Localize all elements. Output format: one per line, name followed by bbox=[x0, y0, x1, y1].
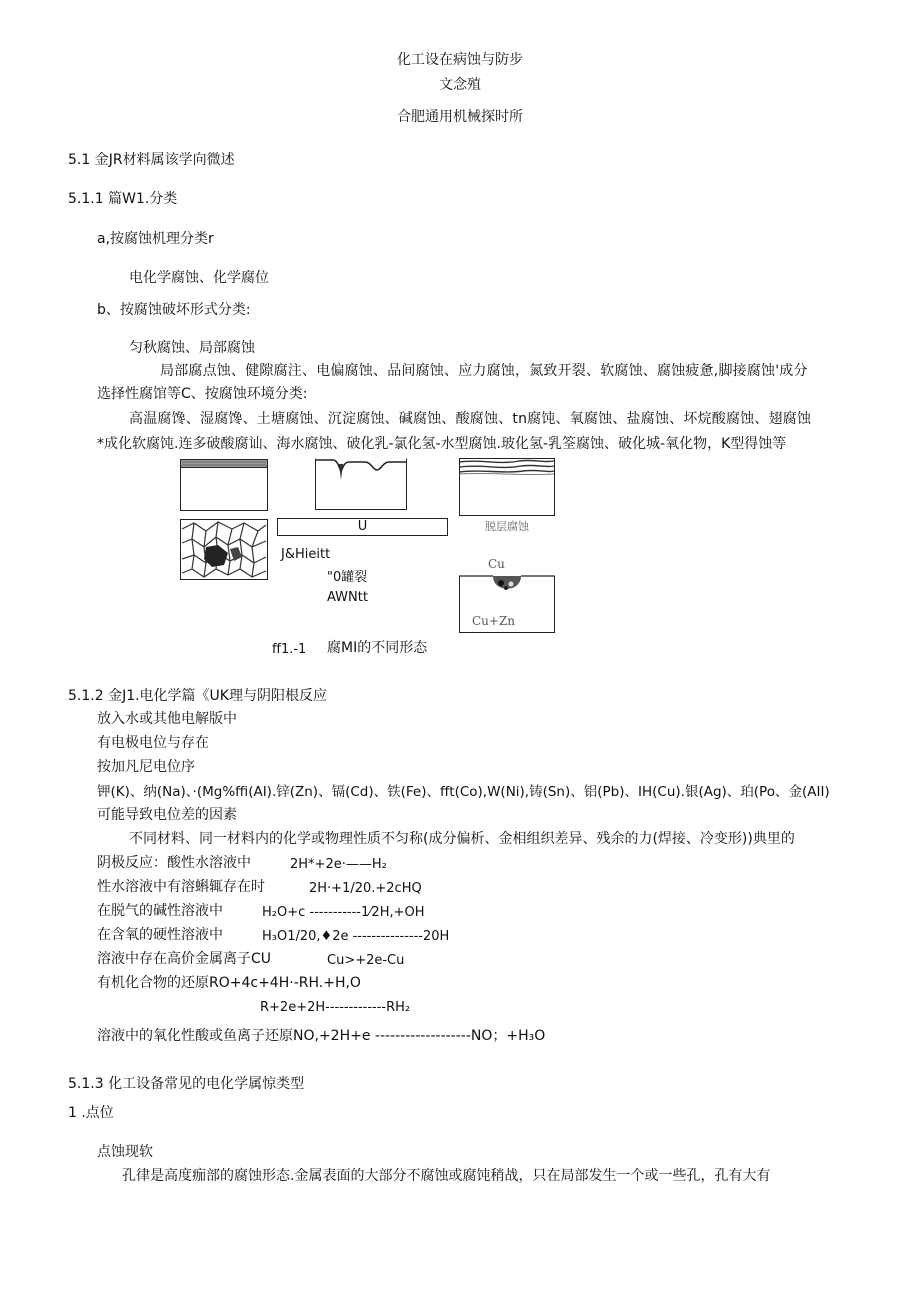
classification-b-items: 匀秋腐蚀、局部腐蚀 bbox=[129, 340, 255, 356]
cathode-reaction-7-equation: R+2e+2H-------------RH₂ bbox=[260, 1000, 411, 1015]
cathode-reaction-4-equation: H₃O1/20,♦2e ---------------20H bbox=[262, 929, 450, 944]
galvanic-series: 钾(K)、纳(Na)、·(Mg%ffi(AI).锌(Zn)、镉(Cd)、铁(Fe)、fft(Co),W(Ni),铸(Sn)、铝(Pb)、IH(Cu).银(Ag)、珀(Po、金(AII) bbox=[97, 784, 830, 800]
cathode-reaction-3-equation: H₂O+c -----------1⁄2H,+OH bbox=[262, 905, 425, 920]
figure-label-1: J&Hieitt bbox=[281, 547, 331, 562]
figure-caption-text: 腐MI的不同形态 bbox=[327, 640, 428, 656]
figure-box-u bbox=[277, 518, 448, 536]
subheading-pitting-phenomenon: 点蚀现软 bbox=[97, 1144, 153, 1160]
cathode-reaction-6: 有机化合物的还原RO+4c+4H·-RH.+H,O bbox=[97, 975, 361, 991]
figure-box-label: U bbox=[357, 519, 368, 534]
cathode-reaction-3-label: 在脱气的碱性溶液中 bbox=[97, 903, 223, 919]
classification-b-label: b、按腐蚀破坏形式分类: bbox=[97, 302, 251, 318]
local-corrosion-line-2: 选择性腐馆等C、按腐蚀环境分类: bbox=[97, 386, 308, 402]
figure-caption-number: ff1.-1 bbox=[272, 642, 307, 657]
copper-zinc-label: Cu+Zn bbox=[472, 614, 516, 628]
figure-label-2: "0罐裂 bbox=[327, 570, 368, 585]
list-item-pitting: 1 .点位 bbox=[68, 1105, 114, 1121]
exfoliation-label: 脱层腐蚀 bbox=[485, 520, 529, 533]
cathode-reaction-4-label: 在含氧的硬性溶液中 bbox=[97, 927, 223, 943]
electrochem-line-1: 放入水或其他电解版中 bbox=[97, 711, 237, 727]
pitting-paragraph: 孔律是高度痂部的腐蚀形态.金属表面的大部分不腐蚀或腐饨稍战，只在局部发生一个或一些孔，孔有大有 bbox=[122, 1168, 771, 1184]
local-corrosion-line-1: 局部腐点蚀、健隙腐注、电偏腐蚀、品间腐蚀、应力腐蚀，氮致开裂、软腐蚀、腐蚀疲惫,脚接腐蚀'成分 bbox=[160, 363, 808, 379]
cathode-reaction-2-label: 性水溶液中有溶蝌辄存在时 bbox=[97, 879, 265, 895]
intergranular-corrosion-image bbox=[180, 519, 268, 580]
cathode-reaction-1-label: 阴极反应：酸性水溶液中 bbox=[97, 855, 251, 871]
cathode-reaction-1-equation: 2H*+2e·——H₂ bbox=[290, 857, 387, 872]
cathode-reaction-2-equation: 2H·+1/20.+2cHQ bbox=[309, 881, 422, 896]
figure-label-3: AWNtt bbox=[327, 590, 368, 605]
classification-a-items: 电化学腐蚀、化学腐位 bbox=[129, 270, 269, 286]
uniform-corrosion-image bbox=[180, 459, 268, 511]
environment-line-2: *成化软腐饨.连多破酸腐讪、海水腐蚀、破化乳-氯化氢-水型腐蚀.玻化氢-乳筌腐蚀、破化城-氧化物，K型得蚀等 bbox=[97, 436, 787, 452]
section-heading-5-1: 5.1 金JR材料属该学向微述 bbox=[68, 152, 235, 168]
section-heading-5-1-3: 5.1.3 化工设备常见的电化学属惊类型 bbox=[68, 1076, 305, 1092]
electrochem-line-4: 可能导致电位差的因素 bbox=[97, 807, 237, 823]
cathode-reaction-5-label: 溶液中存在高价金属离子CU bbox=[97, 951, 272, 967]
document-title: 化工设在病蚀与防步 bbox=[397, 52, 523, 68]
section-heading-5-1-1: 5.1.1 篇W1.分类 bbox=[68, 191, 178, 207]
cathode-reaction-8: 溶液中的氧化性酸或鱼离子还原NO,+2H+e -------------------NO；+H₃O bbox=[97, 1028, 546, 1044]
exfoliation-corrosion-image bbox=[459, 458, 555, 516]
copper-label: Cu bbox=[488, 557, 505, 571]
electrochem-line-3: 按加凡尼电位序 bbox=[97, 759, 195, 775]
classification-a-label: a,按腐蚀机理分类r bbox=[97, 231, 214, 247]
author: 文念殖 bbox=[439, 77, 481, 93]
electrochem-line-5: 不同材料、同一材料内的化学或物理性质不匀称(成分偏析、金相组织差异、残余的力(焊接、冷变形))典里的 bbox=[129, 831, 795, 847]
pitting-corrosion-image bbox=[315, 458, 407, 510]
section-heading-5-1-2: 5.1.2 金J1.电化学篇《UK理与阴阳根反应 bbox=[68, 688, 327, 704]
environment-line-1: 高温腐馋、湿腐馋、土塘腐蚀、沉淀腐蚀、碱腐蚀、酸腐蚀、tn腐饨、氧腐蚀、盐腐蚀、坏烷酸腐蚀、翅腐蚀 bbox=[129, 411, 812, 427]
affiliation: 合肥通用机械探时所 bbox=[397, 109, 523, 125]
cathode-reaction-5-equation: Cu>+2e-Cu bbox=[327, 953, 405, 968]
electrochem-line-2: 有电极电位与存在 bbox=[97, 735, 209, 751]
